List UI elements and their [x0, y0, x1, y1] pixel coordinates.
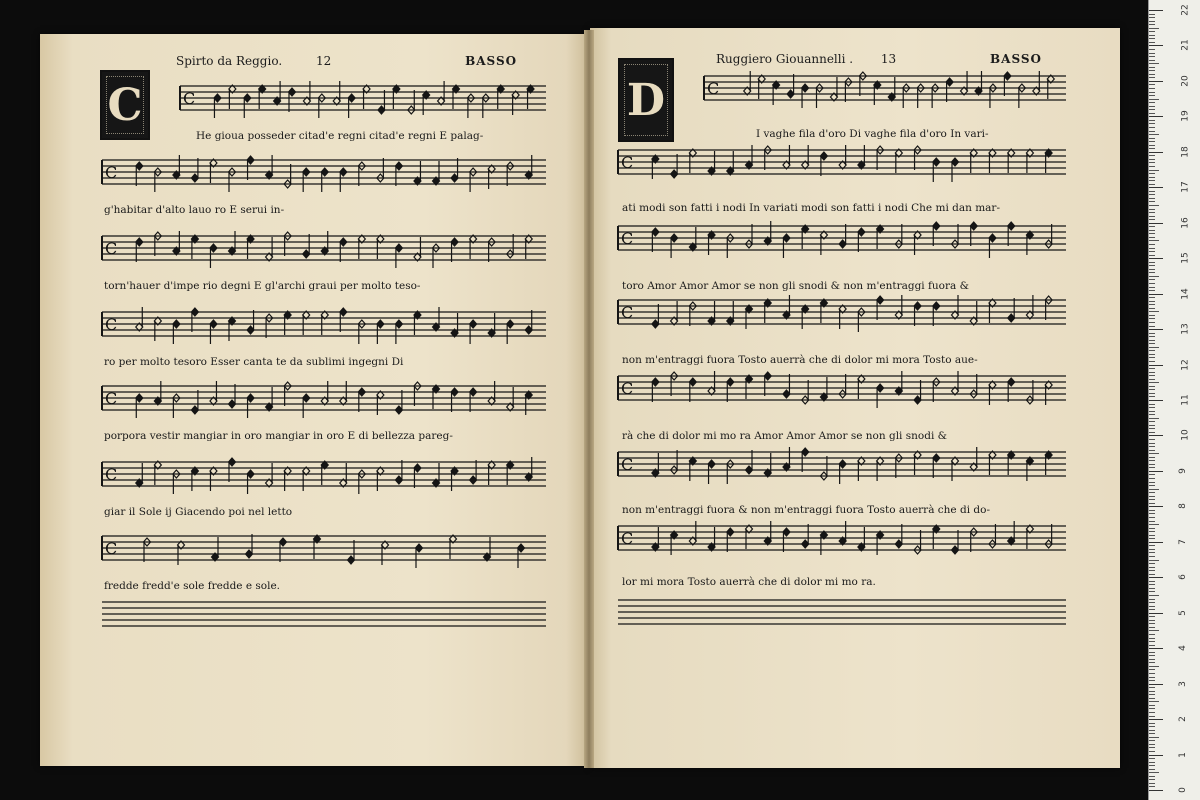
ruler-tick-label: 1 [1177, 751, 1188, 758]
ruler-minor-tick [1149, 287, 1155, 288]
ruler-minor-tick [1149, 510, 1155, 511]
ruler-minor-tick [1149, 450, 1155, 451]
right-initial-glyph: D [626, 74, 666, 126]
ruler-tick-label: 9 [1177, 468, 1188, 474]
ruler-minor-tick [1149, 652, 1155, 653]
ruler-minor-tick [1149, 88, 1155, 89]
ruler-minor-tick [1149, 467, 1155, 468]
clef-glyph: C [105, 539, 118, 558]
ruler-minor-tick [1149, 308, 1155, 309]
clef-glyph: C [105, 315, 118, 334]
right-lyric-line: non m'entraggi fuora & non m'entraggi fuora Tosto auerrà che di do- [622, 504, 990, 516]
ruler-minor-tick [1149, 744, 1155, 745]
ruler-tick [1149, 329, 1163, 330]
ruler-minor-tick [1149, 599, 1155, 600]
ruler-tick-label: 17 [1180, 181, 1191, 193]
ruler-tick [1149, 81, 1163, 82]
ruler-minor-tick [1149, 240, 1159, 241]
clef-glyph: C [105, 163, 118, 182]
clef-glyph: C [105, 389, 118, 408]
ruler-minor-tick [1149, 531, 1155, 532]
ruler-minor-tick [1149, 478, 1155, 479]
ruler-tick [1149, 45, 1163, 46]
ruler-minor-tick [1149, 630, 1159, 631]
music-staff [618, 521, 1066, 555]
ruler-minor-tick [1149, 786, 1155, 787]
right-page-number: 13 [880, 52, 897, 66]
ruler-minor-tick [1149, 184, 1155, 185]
ruler-tick [1149, 790, 1163, 791]
ruler-tick-label: 10 [1180, 429, 1191, 442]
ruler-tick-label: 2 [1177, 716, 1188, 722]
ruler-minor-tick [1149, 361, 1155, 362]
ruler-minor-tick [1149, 563, 1155, 564]
ruler-minor-tick [1149, 145, 1155, 146]
right-lyric-line: rà che di dolor mi mo ra Amor Amor Amor se non gli snodi & [622, 430, 947, 442]
ruler-minor-tick [1149, 432, 1155, 433]
ruler-minor-tick [1149, 180, 1155, 181]
ruler-minor-tick [1149, 464, 1155, 465]
measuring-ruler [1148, 0, 1200, 800]
clef-glyph: C [707, 79, 720, 98]
ruler-minor-tick [1149, 177, 1155, 178]
ruler-minor-tick [1149, 669, 1155, 670]
ruler-minor-tick [1149, 740, 1155, 741]
ruler-minor-tick [1149, 109, 1155, 110]
ruler-tick-label: 12 [1180, 358, 1191, 371]
ruler-minor-tick [1149, 733, 1155, 734]
ruler-minor-tick [1149, 698, 1155, 699]
ruler-minor-tick [1149, 237, 1155, 238]
ruler-minor-tick [1149, 173, 1155, 174]
ruler-minor-tick [1149, 56, 1155, 57]
ruler-minor-tick [1149, 474, 1155, 475]
ruler-minor-tick [1149, 705, 1155, 706]
ruler-minor-tick [1149, 662, 1155, 663]
ruler-minor-tick [1149, 269, 1155, 270]
ruler-tick-label: 15 [1180, 252, 1191, 264]
ruler-tick [1149, 258, 1163, 259]
ruler-minor-tick [1149, 301, 1155, 302]
ruler-minor-tick [1149, 382, 1159, 383]
ruler-minor-tick [1149, 244, 1155, 245]
ruler-minor-tick [1149, 318, 1155, 319]
ruler-minor-tick [1149, 113, 1155, 114]
ruler-tick [1149, 613, 1163, 614]
ruler-minor-tick [1149, 677, 1155, 678]
ruler-minor-tick [1149, 283, 1155, 284]
ruler-minor-tick [1149, 333, 1155, 334]
ruler-minor-tick [1149, 712, 1155, 713]
ruler-minor-tick [1149, 375, 1155, 376]
ruler-minor-tick [1149, 357, 1155, 358]
ruler-tick-label: 4 [1177, 645, 1188, 652]
ruler-minor-tick [1149, 396, 1155, 397]
ruler-minor-tick [1149, 528, 1155, 529]
ruler-minor-tick [1149, 134, 1159, 135]
ruler-tick-label: 20 [1180, 75, 1191, 87]
ruler-minor-tick [1149, 226, 1155, 227]
ruler-minor-tick [1149, 560, 1159, 561]
ruler-tick [1149, 648, 1163, 649]
ruler-tick-label: 16 [1180, 216, 1191, 229]
ruler-minor-tick [1149, 499, 1155, 500]
ruler-minor-tick [1149, 138, 1155, 139]
ruler-minor-tick [1149, 102, 1155, 103]
ruler-minor-tick [1149, 290, 1155, 291]
music-staff [704, 71, 1066, 108]
ruler-minor-tick [1149, 14, 1155, 15]
ruler-minor-tick [1149, 701, 1159, 702]
ruler-minor-tick [1149, 393, 1155, 394]
ruler-minor-tick [1149, 368, 1155, 369]
ruler-minor-tick [1149, 638, 1155, 639]
ruler-minor-tick [1149, 322, 1155, 323]
ruler-minor-tick [1149, 166, 1155, 167]
ruler-minor-tick [1149, 634, 1155, 635]
ruler-minor-tick [1149, 783, 1155, 784]
ruler-tick-label: 14 [1180, 287, 1191, 300]
ruler-minor-tick [1149, 588, 1155, 589]
ruler-minor-tick [1149, 251, 1155, 252]
ruler-minor-tick [1149, 680, 1155, 681]
ruler-minor-tick [1149, 737, 1159, 738]
ruler-minor-tick [1149, 201, 1155, 202]
ruler-minor-tick [1149, 42, 1155, 43]
ruler-tick [1149, 223, 1163, 224]
ruler-minor-tick [1149, 716, 1155, 717]
clef-glyph: C [621, 229, 634, 248]
ruler-minor-tick [1149, 776, 1155, 777]
ruler-minor-tick [1149, 99, 1159, 100]
ruler-tick-label: 21 [1180, 39, 1191, 52]
right-lyric-line: I vaghe fila d'oro Di vaghe fila d'oro In vari- [756, 128, 989, 140]
ruler-minor-tick [1149, 609, 1155, 610]
ruler-minor-tick [1149, 428, 1155, 429]
music-staff [618, 371, 1066, 408]
ruler-minor-tick [1149, 591, 1155, 592]
ruler-minor-tick [1149, 24, 1155, 25]
ruler-minor-tick [1149, 765, 1155, 766]
ruler-minor-tick [1149, 272, 1155, 273]
ruler-minor-tick [1149, 311, 1159, 312]
ruler-minor-tick [1149, 170, 1159, 171]
ruler-minor-tick [1149, 219, 1155, 220]
ruler-minor-tick [1149, 38, 1155, 39]
ruler-minor-tick [1149, 148, 1155, 149]
left-lyric-line: ro per molto tesoro Esser canta te da sublimi ingegni Di [104, 356, 404, 368]
right-header-composer: Ruggiero Giouannelli . [716, 52, 854, 66]
ruler-minor-tick [1149, 49, 1155, 50]
clef-glyph: C [105, 239, 118, 258]
ruler-minor-tick [1149, 194, 1155, 195]
clef-glyph: C [621, 303, 634, 322]
ruler-minor-tick [1149, 414, 1155, 415]
ruler-tick-label: 3 [1177, 680, 1188, 687]
ruler-minor-tick [1149, 17, 1155, 18]
ruler-minor-tick [1149, 326, 1155, 327]
ruler-tick [1149, 506, 1163, 507]
ruler-minor-tick [1149, 549, 1155, 550]
ruler-minor-tick [1149, 95, 1155, 96]
ruler-tick-label: 19 [1180, 110, 1191, 123]
left-lyric-line: giar il Sole ij Giacendo poi nel letto [104, 506, 293, 518]
ruler-tick-label: 7 [1177, 538, 1188, 545]
ruler-minor-tick [1149, 106, 1155, 107]
ruler-minor-tick [1149, 453, 1159, 454]
ruler-minor-tick [1149, 524, 1159, 525]
ruler-minor-tick [1149, 340, 1155, 341]
ruler-minor-tick [1149, 343, 1155, 344]
left-lyric-line: fredde fredd'e sole fredde e sole. [104, 580, 281, 592]
ruler-minor-tick [1149, 120, 1155, 121]
ruler-minor-tick [1149, 439, 1155, 440]
ruler-minor-tick [1149, 205, 1159, 206]
ruler-minor-tick [1149, 230, 1155, 231]
ruler-minor-tick [1149, 606, 1155, 607]
ruler-minor-tick [1149, 315, 1155, 316]
ruler-minor-tick [1149, 28, 1159, 29]
ruler-tick-label: 13 [1180, 323, 1191, 335]
ruler-minor-tick [1149, 513, 1155, 514]
ruler-minor-tick [1149, 279, 1155, 280]
ruler-minor-tick [1149, 627, 1155, 628]
ruler-minor-tick [1149, 584, 1155, 585]
ruler-minor-tick [1149, 659, 1155, 660]
left-initial-glyph: C [107, 79, 143, 131]
ruler-minor-tick [1149, 372, 1155, 373]
music-staff [618, 447, 1066, 484]
ruler-tick [1149, 294, 1163, 295]
ruler-minor-tick [1149, 751, 1155, 752]
ruler-minor-tick [1149, 747, 1155, 748]
ruler-minor-tick [1149, 155, 1155, 156]
ruler-minor-tick [1149, 623, 1155, 624]
ruler-tick-label: 6 [1177, 574, 1188, 581]
ruler-minor-tick [1149, 70, 1155, 71]
ruler-minor-tick [1149, 538, 1155, 539]
ruler-minor-tick [1149, 354, 1155, 355]
right-lyric-line: non m'entraggi fuora Tosto auerrà che di dolor mi mora Tosto aue- [622, 354, 978, 366]
ruler-minor-tick [1149, 772, 1159, 773]
ruler-minor-tick [1149, 517, 1155, 518]
ruler-minor-tick [1149, 84, 1155, 85]
music-staff [618, 221, 1066, 258]
ruler-minor-tick [1149, 595, 1159, 596]
ruler-minor-tick [1149, 708, 1155, 709]
ruler-minor-tick [1149, 645, 1155, 646]
ruler-minor-tick [1149, 443, 1155, 444]
ruler-minor-tick [1149, 31, 1155, 32]
ruler-minor-tick [1149, 255, 1155, 256]
ruler-minor-tick [1149, 127, 1155, 128]
ruler-minor-tick [1149, 77, 1155, 78]
ruler-tick-label: 5 [1177, 609, 1188, 616]
ruler-minor-tick [1149, 421, 1155, 422]
ruler-minor-tick [1149, 233, 1155, 234]
ruler-tick-label: 22 [1180, 4, 1191, 16]
ruler-minor-tick [1149, 723, 1155, 724]
ruler-minor-tick [1149, 304, 1155, 305]
clef-glyph: C [621, 529, 634, 548]
ruler-minor-tick [1149, 620, 1155, 621]
right-lyric-line: lor mi mora Tosto auerrà che di dolor mi mo ra. [622, 576, 876, 588]
music-staff [618, 295, 1066, 332]
ruler-minor-tick [1149, 407, 1155, 408]
ruler-minor-tick [1149, 159, 1155, 160]
ruler-tick [1149, 542, 1163, 543]
clef-glyph: C [105, 465, 118, 484]
ruler-minor-tick [1149, 655, 1155, 656]
ruler-tick [1149, 187, 1163, 188]
left-lyric-line: He giouа posseder citad'e regni citad'e regni E palag- [196, 130, 484, 142]
ruler-minor-tick [1149, 666, 1159, 667]
empty-staff [618, 600, 1066, 624]
ruler-minor-tick [1149, 92, 1155, 93]
ruler-minor-tick [1149, 191, 1155, 192]
clef-glyph: C [621, 455, 634, 474]
ruler-tick [1149, 471, 1163, 472]
ruler-minor-tick [1149, 694, 1155, 695]
ruler-minor-tick [1149, 521, 1155, 522]
ruler-minor-tick [1149, 769, 1155, 770]
ruler-minor-tick [1149, 758, 1155, 759]
ruler-minor-tick [1149, 411, 1155, 412]
ruler-minor-tick [1149, 209, 1155, 210]
ruler-minor-tick [1149, 379, 1155, 380]
ruler-minor-tick [1149, 297, 1155, 298]
ruler-minor-tick [1149, 762, 1155, 763]
right-part-name: BASSO [990, 52, 1042, 66]
right-lyric-line: ati modi son fatti i nodi In variati modi son fatti i nodi Che mi dan mar- [622, 202, 1000, 214]
ruler-minor-tick [1149, 570, 1155, 571]
ruler-minor-tick [1149, 616, 1155, 617]
ruler-minor-tick [1149, 457, 1155, 458]
ruler-minor-tick [1149, 123, 1155, 124]
ruler-minor-tick [1149, 460, 1155, 461]
ruler-minor-tick [1149, 545, 1155, 546]
ruler-minor-tick [1149, 779, 1155, 780]
ruler-minor-tick [1149, 673, 1155, 674]
music-staff [618, 145, 1066, 182]
ruler-minor-tick [1149, 248, 1155, 249]
left-lyric-line: porpora vestir mangiar in oro mangiar in oro E di bellezza pareg- [104, 430, 453, 442]
ruler-minor-tick [1149, 485, 1155, 486]
ruler-tick [1149, 577, 1163, 578]
ruler-tick [1149, 10, 1163, 11]
ruler-minor-tick [1149, 489, 1159, 490]
ruler-tick [1149, 116, 1163, 117]
ruler-tick [1149, 719, 1163, 720]
ruler-minor-tick [1149, 552, 1155, 553]
ruler-tick [1149, 755, 1163, 756]
ruler-minor-tick [1149, 446, 1155, 447]
ruler-minor-tick [1149, 567, 1155, 568]
ruler-minor-tick [1149, 265, 1155, 266]
ruler-minor-tick [1149, 141, 1155, 142]
ruler-minor-tick [1149, 74, 1155, 75]
left-part-name: BASSO [465, 54, 518, 68]
ruler-minor-tick [1149, 425, 1155, 426]
ruler-minor-tick [1149, 581, 1155, 582]
ruler-minor-tick [1149, 726, 1155, 727]
ruler-minor-tick [1149, 63, 1159, 64]
ruler-tick [1149, 400, 1163, 401]
ruler-tick-label: 11 [1180, 394, 1191, 406]
ruler-minor-tick [1149, 492, 1155, 493]
ruler-tick [1149, 684, 1163, 685]
ruler-minor-tick [1149, 53, 1155, 54]
ruler-minor-tick [1149, 21, 1155, 22]
ruler-minor-tick [1149, 496, 1155, 497]
ruler-minor-tick [1149, 602, 1155, 603]
ruler-tick [1149, 365, 1163, 366]
ruler-minor-tick [1149, 162, 1155, 163]
left-lyric-line: torn'hauer d'impe rio degni E gl'archi graui per molto teso- [104, 280, 421, 292]
ruler-minor-tick [1149, 556, 1155, 557]
ruler-minor-tick [1149, 503, 1155, 504]
left-lyric-line: g'habitar d'alto lauo ro E serui in- [104, 204, 285, 216]
ruler-minor-tick [1149, 336, 1155, 337]
ruler-minor-tick [1149, 350, 1155, 351]
ruler-minor-tick [1149, 730, 1155, 731]
clef-glyph: C [621, 153, 634, 172]
ruler-minor-tick [1149, 574, 1155, 575]
ruler-minor-tick [1149, 216, 1155, 217]
ruler-tick [1149, 152, 1163, 153]
ruler-minor-tick [1149, 276, 1159, 277]
ruler-minor-tick [1149, 262, 1155, 263]
ruler-minor-tick [1149, 386, 1155, 387]
clef-glyph: C [183, 89, 196, 108]
ruler-minor-tick [1149, 212, 1155, 213]
ruler-tick [1149, 435, 1163, 436]
ruler-minor-tick [1149, 418, 1159, 419]
ruler-tick-label: 8 [1177, 503, 1188, 510]
clef-glyph: C [621, 379, 634, 398]
left-header-composer: Spirto da Reggio. [176, 54, 283, 68]
ruler-minor-tick [1149, 35, 1155, 36]
ruler-minor-tick [1149, 687, 1155, 688]
ruler-minor-tick [1149, 60, 1155, 61]
ruler-tick-label: 18 [1180, 146, 1191, 158]
ruler-minor-tick [1149, 389, 1155, 390]
ruler-minor-tick [1149, 198, 1155, 199]
ruler-tick-label: 0 [1177, 787, 1188, 793]
left-page-number: 12 [315, 54, 332, 68]
ruler-minor-tick [1149, 691, 1155, 692]
ruler-minor-tick [1149, 404, 1155, 405]
ruler-minor-tick [1149, 641, 1155, 642]
right-lyric-line: toro Amor Amor Amor se non gli snodi & non m'entraggi fuora & [622, 280, 969, 292]
ruler-minor-tick [1149, 67, 1155, 68]
ruler-minor-tick [1149, 535, 1155, 536]
ruler-minor-tick [1149, 131, 1155, 132]
ruler-minor-tick [1149, 347, 1159, 348]
ruler-minor-tick [1149, 482, 1155, 483]
